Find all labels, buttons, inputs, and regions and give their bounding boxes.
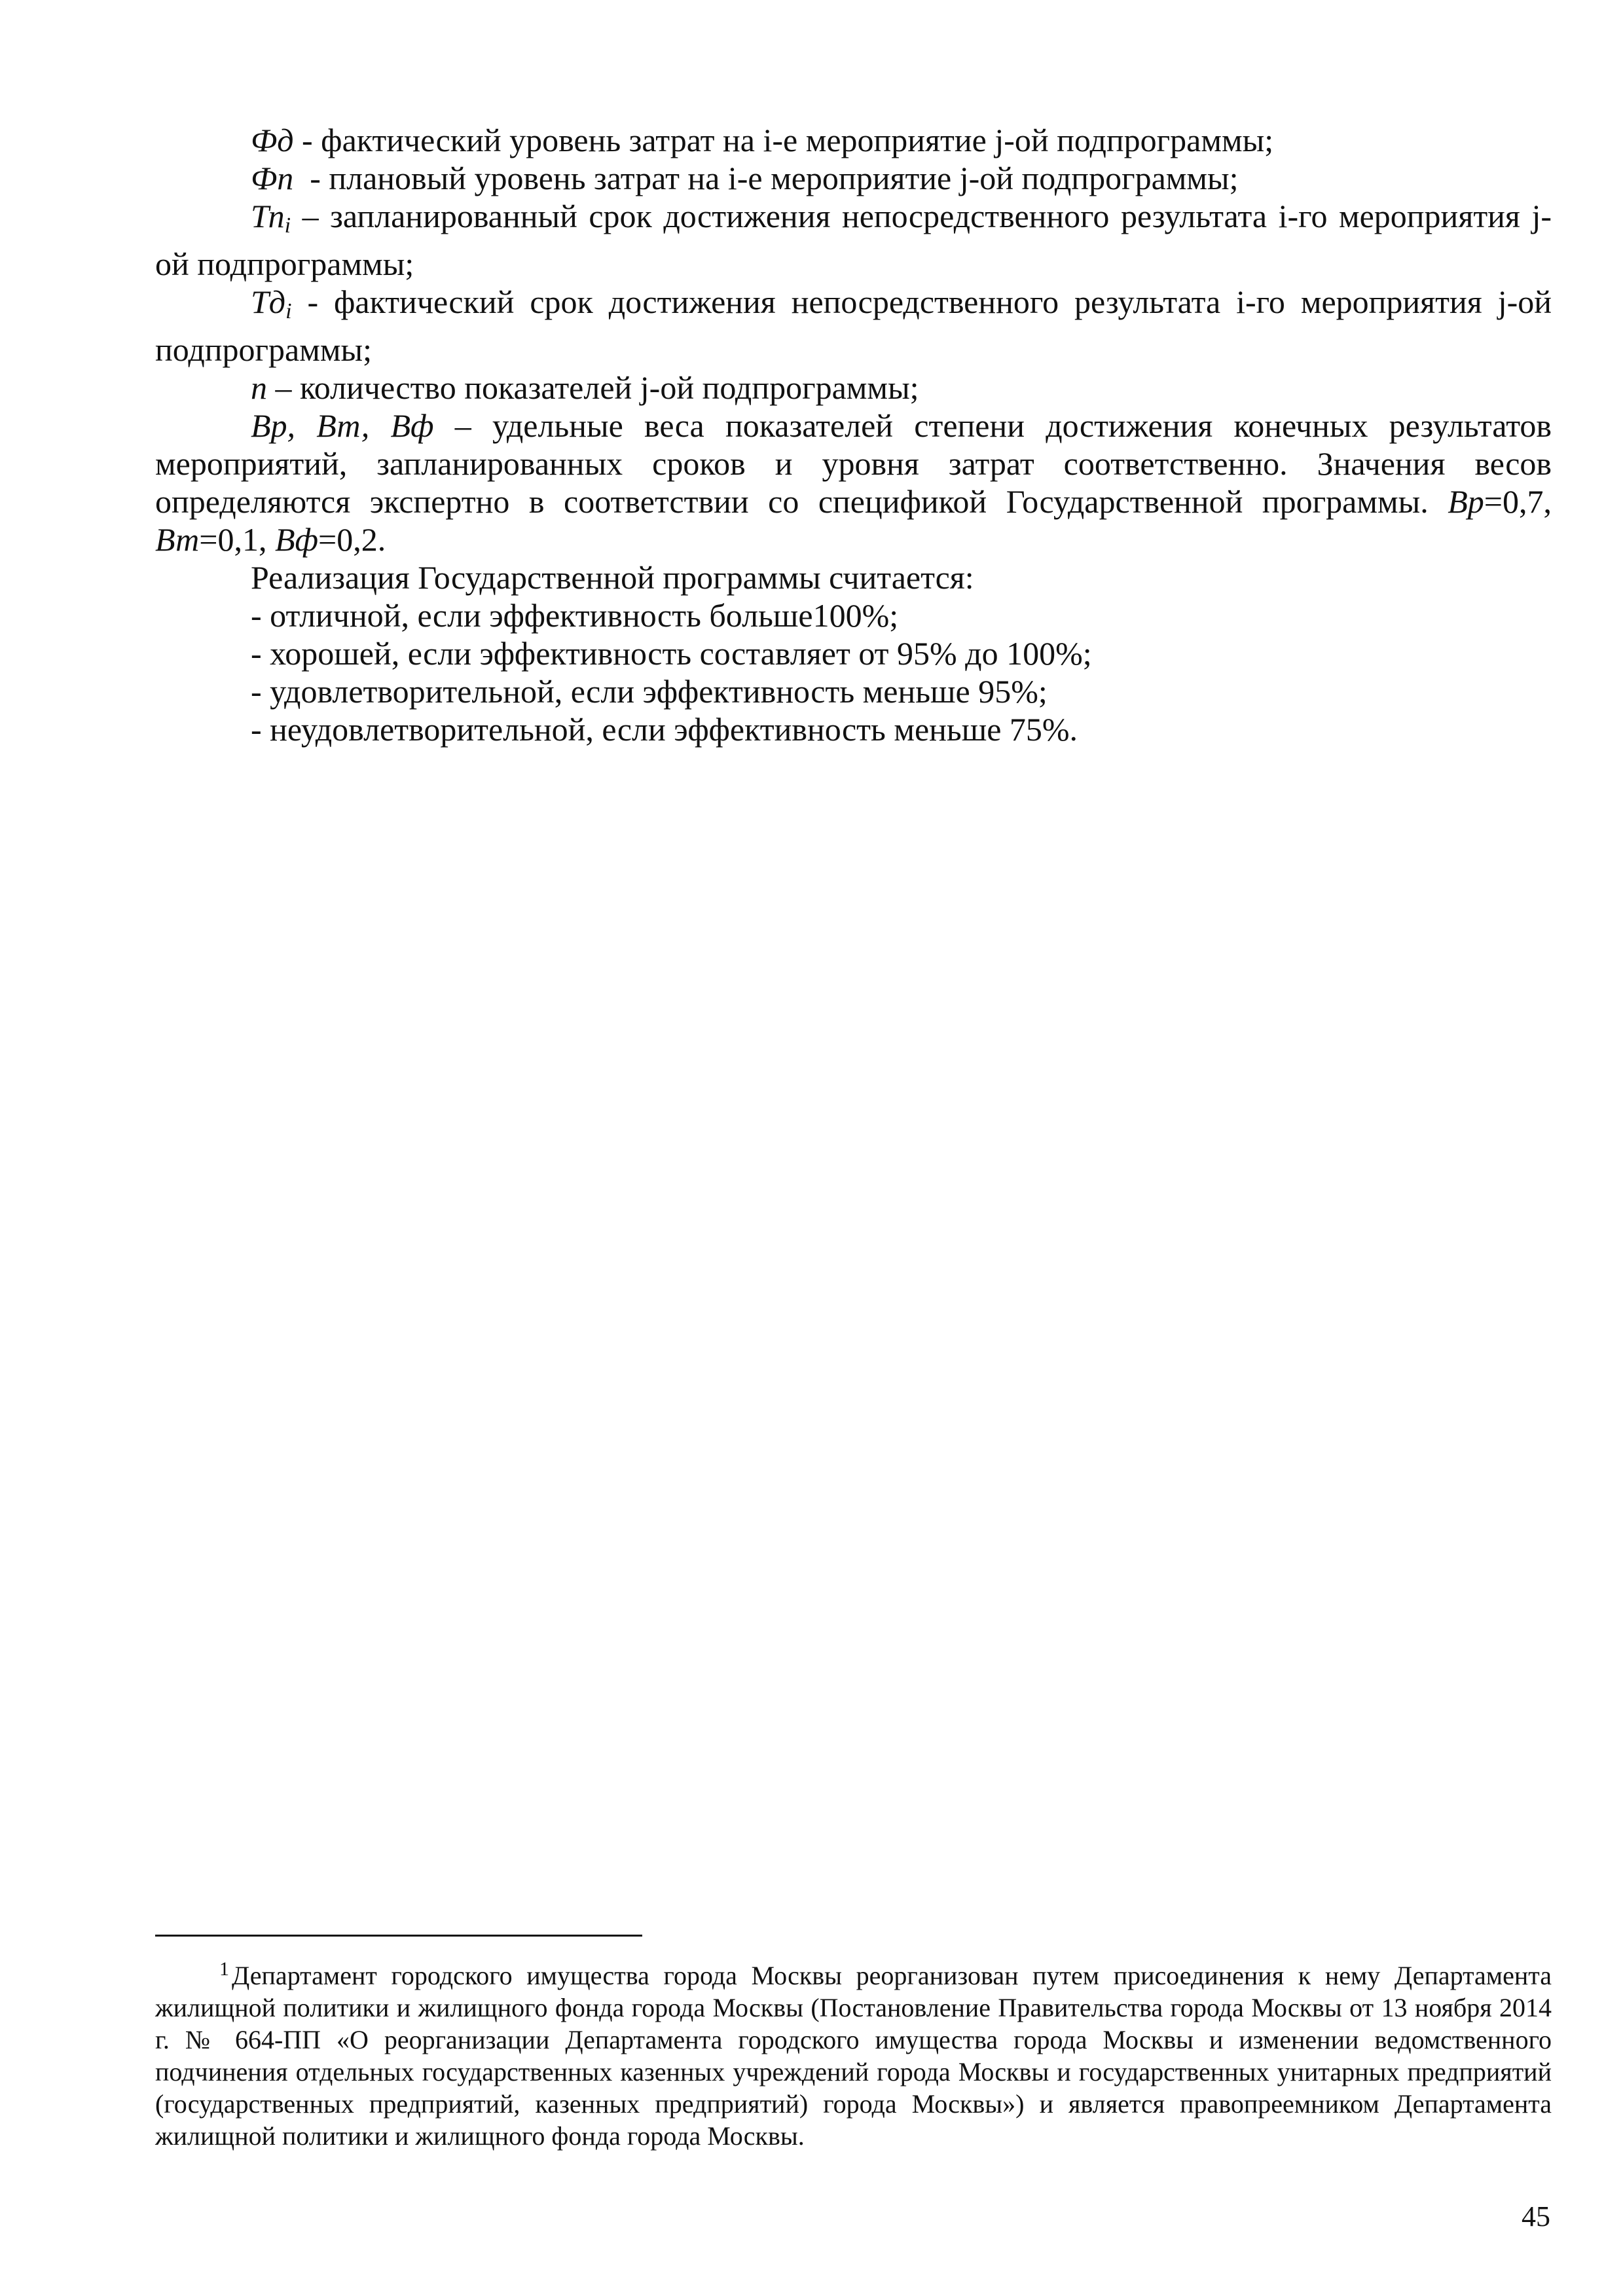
rating-item-satisfactory: - удовлетворительной, если эффективность меньше 95%; (251, 673, 1048, 710)
weight-vf-value: =0,2. (318, 521, 386, 558)
rating-item-good: - хорошей, если эффективность составляет от 95% до 100%; (251, 635, 1092, 672)
symbol-td-subscript: i (285, 299, 292, 323)
rating-intro: Реализация Государственной программы считается: (251, 559, 974, 596)
definition-td (155, 283, 1552, 369)
definition-n (155, 369, 1552, 407)
weight-vt-symbol: Вт (155, 521, 200, 558)
weights-paragraph (155, 407, 1552, 558)
footnote (155, 1953, 1552, 2152)
definition-fd (155, 121, 1552, 159)
symbol-tp: Тп (251, 198, 285, 234)
symbol-fd: Фд (251, 122, 294, 158)
page-number: 45 (1522, 2200, 1550, 2232)
definition-fp (155, 159, 1552, 197)
definition-fd-text: - фактический уровень затрат на i-е мероприятие j-ой подпрограммы; (293, 122, 1274, 158)
weight-vr-symbol: Вр (1448, 483, 1484, 520)
symbol-td: Тд (251, 283, 286, 320)
footnote-text: Департамент городского имущества города Москвы реорганизован путем присоединения к нему Департамента жилищной политики и жилищного фонда города Москвы (Постановление Правительства города Москвы от 13 ноября 2014 г. № 664-ПП «О реорганизации Департамента городского имущества города Москвы и изменении ведомственного подчинения отдельных государственных казенных учреждений города Москвы и государственных унитарных предприятий (государственных предприятий, казенных предприятий) города Москвы») и является правопреемником Департамента жилищной политики и жилищного фонда города Москвы. (155, 1961, 1552, 2151)
footnote-marker: 1 (219, 1958, 229, 1980)
weight-vf-symbol: Вф (274, 521, 319, 558)
rating-item-unsatisfactory: - неудовлетворительной, если эффективность меньше 75%. (251, 711, 1078, 748)
definition-fp-text: - плановый уровень затрат на i-е мероприятие j-ой подпрограммы; (293, 160, 1239, 196)
weights-symbols: Вр, Вт, Вф (251, 407, 434, 444)
body-text (155, 121, 1552, 748)
weight-vr-value: =0,7, (1484, 483, 1552, 520)
weight-vt-value: =0,1, (199, 521, 275, 558)
symbol-fp: Фп (251, 160, 294, 196)
definition-n-text: – количество показателей j-ой подпрограммы; (267, 369, 919, 406)
rating-item-excellent: - отличной, если эффективность больше100%; (251, 597, 899, 634)
definition-tp (155, 197, 1552, 283)
weights-text: – удельные веса показателей степени достижения конечных результатов мероприятий, запланированных сроков и уровня затрат соответственно. Значения весов определяются экспертно в соответствии со спецификой Государственной программы. (155, 407, 1552, 520)
symbol-n: n (251, 369, 267, 406)
definition-tp-text: – запланированный срок достижения непосредственного результата i-го мероприятия j-ой подпрограммы; (155, 198, 1552, 282)
definition-td-text: - фактический срок достижения непосредственного результата i-го мероприятия j-ой подпрограммы; (155, 283, 1552, 368)
footnote-separator (155, 1935, 642, 1937)
symbol-tp-subscript: i (284, 213, 291, 238)
